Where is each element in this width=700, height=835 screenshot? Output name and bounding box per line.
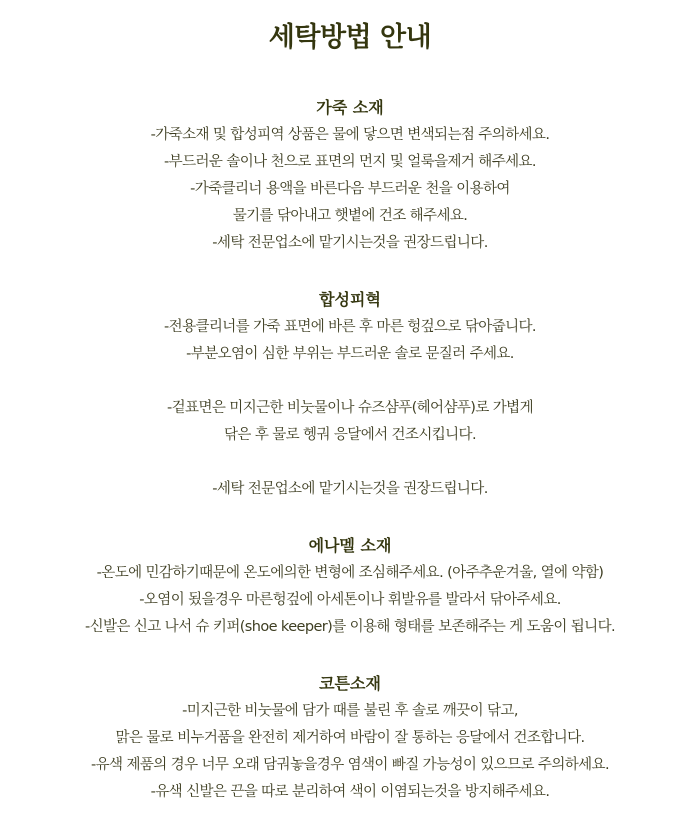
synthetic-line-2: -부분오염이 심한 부위는 부드러운 솔로 문질러 주세요. bbox=[186, 346, 514, 362]
section-spacer bbox=[0, 503, 700, 532]
cotton-line-1: -미지근한 비눗물에 담가 때를 불린 후 솔로 깨끗이 닦고, bbox=[182, 703, 518, 719]
cotton-line-3: -유색 제품의 경우 너무 오래 담궈놓을경우 염색이 빠질 가능성이 있으므로 주의하세요. bbox=[91, 757, 609, 773]
line-spacer bbox=[0, 449, 700, 476]
section-synthetic-leather bbox=[0, 286, 700, 503]
page-title: 세탁방법 안내 bbox=[268, 22, 432, 53]
synthetic-line-1: -전용클리너를 가죽 표면에 바른 후 마른 헝겊으로 닦아줍니다. bbox=[164, 319, 536, 335]
section-cotton bbox=[0, 670, 700, 806]
enamel-line-1: -온도에 민감하기때문에 온도에의한 변형에 조심해주세요. (아주추운겨울, 열에 약함) bbox=[96, 565, 604, 581]
line-spacer bbox=[0, 368, 700, 395]
enamel-line-3: -신발은 신고 나서 슈 키퍼(shoe keeper)를 이용해 형태를 보존해주는 게 도움이 됩니다. bbox=[84, 619, 615, 635]
section-heading-enamel: 에나멜 소재 bbox=[308, 536, 392, 555]
section-leather bbox=[0, 94, 700, 257]
section-heading-cotton: 코튼소재 bbox=[319, 674, 381, 693]
section-heading-leather: 가죽 소재 bbox=[316, 98, 384, 117]
cotton-line-4: -유색 신발은 끈을 따로 분리하여 색이 이염되는것을 방지해주세요. bbox=[150, 784, 550, 800]
cotton-line-2: 맑은 물로 비누거품을 완전히 제거하여 바람이 잘 통하는 응달에서 건조합니다. bbox=[115, 730, 585, 746]
enamel-line-2: -오염이 됬을경우 마른헝겊에 아세톤이나 휘발유를 발라서 닦아주세요. bbox=[139, 592, 561, 608]
section-heading-synthetic-leather: 합성피혁 bbox=[319, 290, 381, 309]
synthetic-line-4: 닦은 후 물로 헹궈 응달에서 건조시킵니다. bbox=[224, 427, 476, 443]
leather-line-3: -가죽클리너 용액을 바른다음 부드러운 천을 이용하여 bbox=[190, 181, 510, 197]
section-spacer bbox=[0, 257, 700, 286]
section-enamel bbox=[0, 532, 700, 641]
leather-line-4: 물기를 닦아내고 햇볕에 건조 해주세요. bbox=[232, 208, 468, 224]
leather-line-1: -가죽소재 및 합성피역 상품은 물에 닿으면 변색되는점 주의하세요. bbox=[150, 127, 550, 143]
leather-line-5: -세탁 전문업소에 맡기시는것을 권장드립니다. bbox=[212, 235, 488, 251]
synthetic-line-5: -세탁 전문업소에 맡기시는것을 권장드립니다. bbox=[212, 481, 488, 497]
leather-line-2: -부드러운 솔이나 천으로 표면의 먼지 및 얼룩을제거 해주세요. bbox=[164, 154, 536, 170]
synthetic-line-3: -겉표면은 미지근한 비눗물이나 슈즈샴푸(헤어샴푸)로 가볍게 bbox=[167, 400, 533, 416]
section-spacer bbox=[0, 641, 700, 670]
